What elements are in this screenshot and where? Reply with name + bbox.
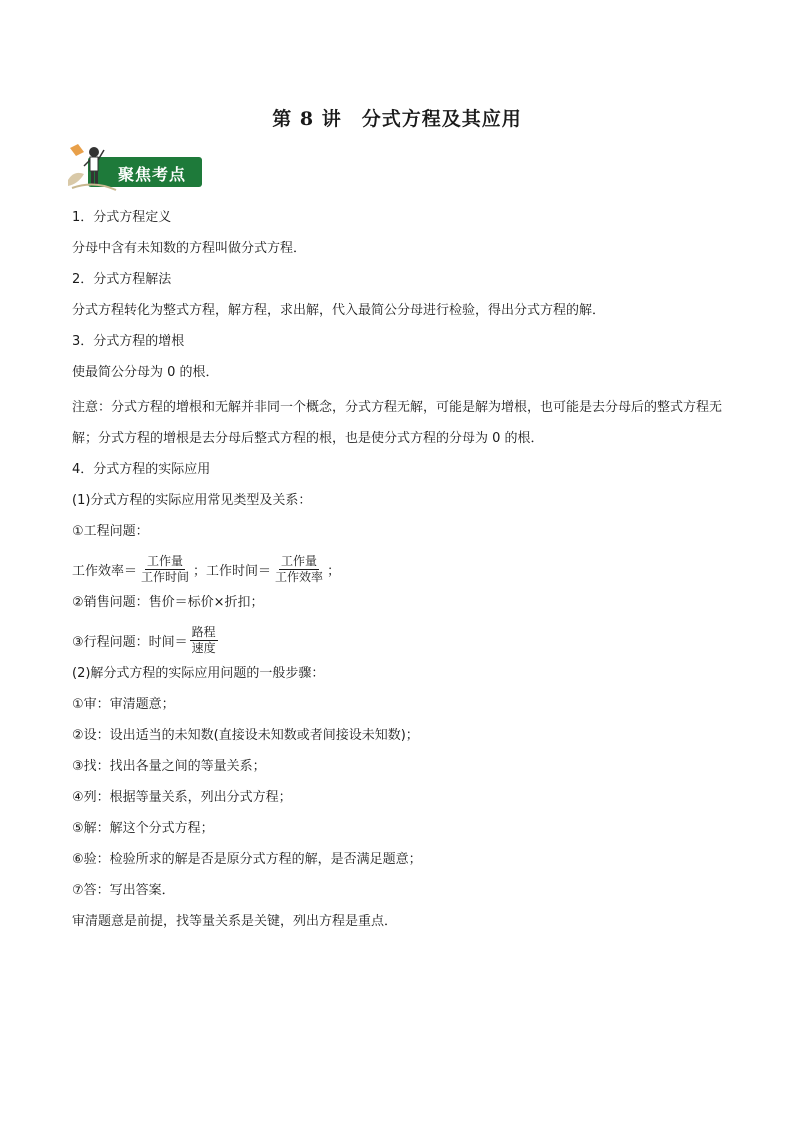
- fraction-denominator: 工作时间: [141, 569, 190, 584]
- section-3-heading: 3．分式方程的增根: [72, 334, 185, 349]
- work-formula: [72, 551, 732, 587]
- step-item: ⑦答：写出答案．: [72, 883, 175, 898]
- fraction-denominator: 速度: [191, 640, 216, 655]
- work-efficiency-label: 工作效率＝: [72, 563, 138, 579]
- section-3-body: 使最简公分母为 0 的根．: [72, 365, 219, 380]
- section-1-body: 分母中含有未知数的方程叫做分式方程．: [72, 241, 307, 256]
- formula-end: ；: [327, 563, 341, 579]
- step-item: ①审：审清题意；: [72, 697, 175, 712]
- step-item: ④列：根据等量关系，列出分式方程；: [72, 790, 292, 805]
- page-title: 第 8 讲 分式方程及其应用: [272, 108, 522, 130]
- fraction-denominator: 工作效率: [275, 569, 324, 584]
- student-figure-icon: [64, 140, 124, 194]
- work-efficiency-fraction: [139, 554, 191, 585]
- sales-problem: ②销售问题：售价＝标价×折扣；: [72, 595, 264, 610]
- work-time-label: ；工作时间＝: [193, 563, 272, 579]
- travel-formula: [72, 622, 732, 658]
- section-4-heading: 4．分式方程的实际应用: [72, 462, 211, 477]
- step-item: ③找：找出各量之间的等量关系；: [72, 759, 266, 774]
- fraction-numerator: 路程: [191, 624, 216, 639]
- step-item: ⑤解：解这个分式方程；: [72, 821, 214, 836]
- work-problem-title: ①工程问题：: [72, 524, 149, 539]
- fraction-numerator: 工作量: [147, 553, 184, 568]
- section-1-heading: 1．分式方程定义: [72, 210, 172, 225]
- step-item: ②设：设出适当的未知数(直接设未知数或者间接设未知数)；: [72, 728, 419, 743]
- travel-label: ③行程问题：时间＝: [72, 634, 188, 650]
- travel-fraction: [190, 625, 218, 656]
- banner-label: 聚焦考点: [118, 165, 187, 184]
- work-time-fraction: [273, 554, 325, 585]
- summary-line: 审清题意是前提，找等量关系是关键，列出方程是重点．: [72, 914, 398, 929]
- fraction-numerator: 工作量: [281, 553, 318, 568]
- step-item: ⑥验：检验所求的解是否是原分式方程的解，是否满足题意；: [72, 852, 422, 867]
- note-paragraph: 注意：分式方程的增根和无解并非同一个概念，分式方程无解，可能是解为增根，也可能是去分母后的整式方程无解；分式方程的增根是去分母后整式方程的根，也是使分式方程的分母为 0 的根．: [72, 400, 723, 446]
- section-2-heading: 2．分式方程解法: [72, 272, 172, 287]
- steps-heading: (2)解分式方程的实际应用问题的一般步骤：: [72, 666, 325, 681]
- types-heading: (1)分式方程的实际应用常见类型及关系：: [72, 493, 312, 508]
- content-body: [72, 206, 732, 941]
- section-banner: [64, 140, 204, 194]
- section-2-body: 分式方程转化为整式方程，解方程，求出解，代入最简公分母进行检验，得出分式方程的解．: [72, 303, 606, 318]
